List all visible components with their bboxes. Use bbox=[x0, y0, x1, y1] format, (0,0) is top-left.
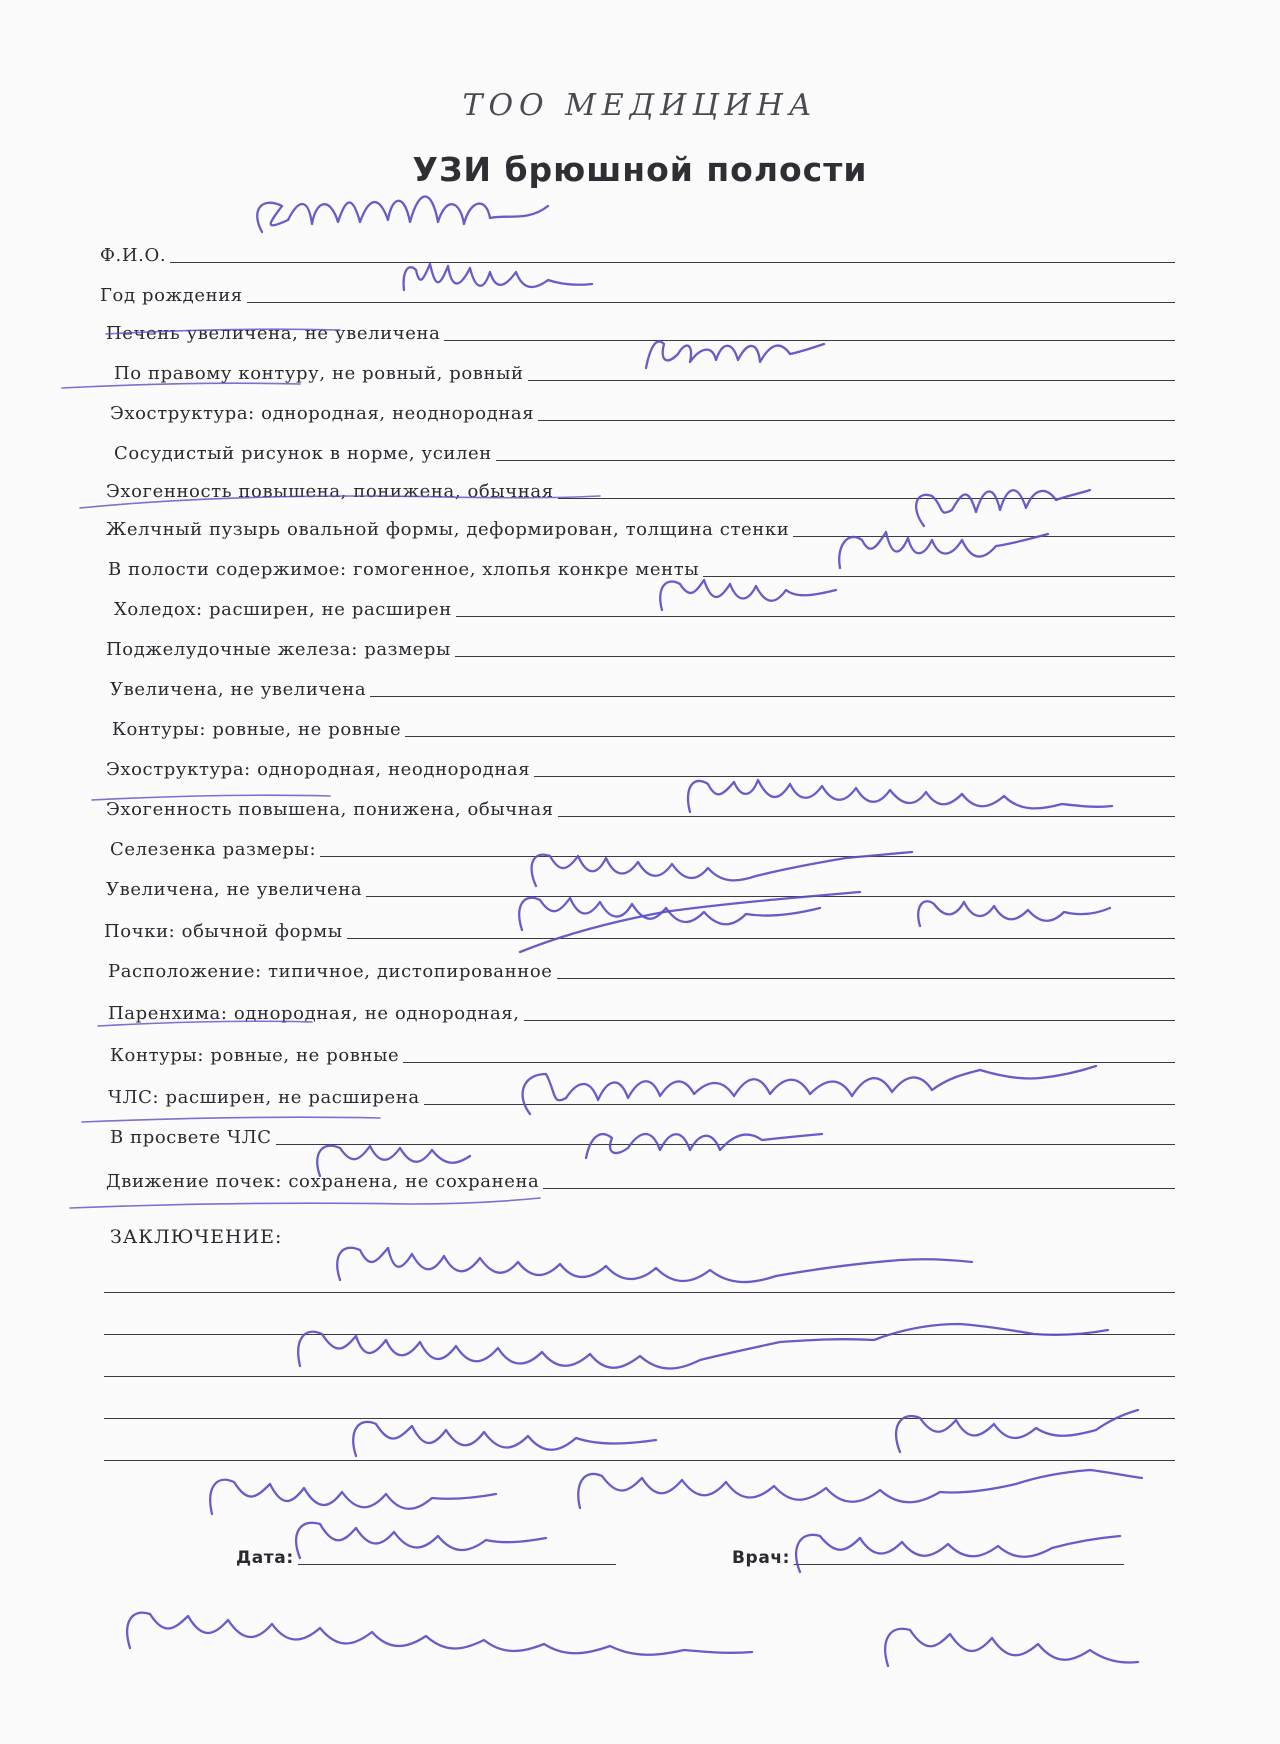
fill-line bbox=[247, 302, 1175, 303]
conclusion-line bbox=[104, 1460, 1175, 1461]
field-label: Холедох: расширен, не расширен bbox=[114, 599, 452, 620]
field-label: Увеличена, не увеличена bbox=[106, 879, 363, 900]
field-label: Увеличена, не увеличена bbox=[110, 679, 367, 700]
fill-line bbox=[793, 536, 1175, 537]
handwritten-conclusion bbox=[127, 1613, 752, 1655]
field-kidneys-contour bbox=[110, 1038, 1175, 1066]
conclusion-line bbox=[104, 1376, 1175, 1377]
handwritten-name bbox=[257, 196, 548, 232]
fill-line bbox=[703, 576, 1175, 577]
field-pancreas-contour bbox=[112, 712, 1175, 740]
field-gallbladder bbox=[106, 512, 1175, 540]
form-title: УЗИ брюшной полости bbox=[412, 150, 868, 189]
field-label: Эхогенность повышена, понижена, обычная bbox=[106, 481, 554, 502]
fill-line bbox=[455, 656, 1175, 657]
fill-line bbox=[543, 1188, 1175, 1189]
conclusion-line bbox=[104, 1334, 1175, 1335]
field-parenchyma bbox=[108, 996, 1175, 1024]
date-label: Дата: bbox=[236, 1548, 294, 1568]
handwritten-underline bbox=[70, 1198, 540, 1208]
field-label: Год рождения bbox=[100, 285, 243, 306]
field-liver-echostructure bbox=[110, 396, 1175, 424]
field-birth-year bbox=[100, 278, 1175, 306]
date-field bbox=[236, 1540, 616, 1568]
field-label: Ф.И.О. bbox=[100, 245, 167, 266]
field-liver-contour bbox=[114, 356, 1175, 384]
fill-line bbox=[444, 340, 1175, 341]
fill-line bbox=[794, 1564, 1124, 1565]
field-spleen-enlarged bbox=[106, 872, 1175, 900]
field-label: В просвете ЧЛС bbox=[110, 1127, 272, 1148]
field-pancreas-echogenicity bbox=[106, 792, 1175, 820]
fill-line bbox=[534, 776, 1175, 777]
field-label: Эхоструктура: однородная, неоднородная bbox=[106, 759, 531, 780]
field-label: Желчный пузырь овальной формы, деформирован, толщина стенки bbox=[106, 519, 790, 540]
handwritten-conclusion bbox=[337, 1248, 972, 1282]
field-label: Контуры: ровные, не ровные bbox=[110, 1045, 400, 1066]
field-choledochus bbox=[114, 592, 1175, 620]
field-kidney-mobility bbox=[106, 1164, 1175, 1192]
fill-line bbox=[528, 380, 1175, 381]
field-label: Почки: обычной формы bbox=[104, 921, 343, 942]
handwritten-conclusion bbox=[298, 1324, 1108, 1369]
handwritten-conclusion bbox=[578, 1470, 1142, 1508]
field-label: Селезенка размеры: bbox=[110, 839, 317, 860]
fill-line bbox=[366, 896, 1175, 897]
handwritten-conclusion bbox=[210, 1480, 496, 1514]
fill-line bbox=[405, 736, 1175, 737]
handwritten-conclusion bbox=[353, 1422, 656, 1456]
field-label: Эхоструктура: однородная, неоднородная bbox=[110, 403, 535, 424]
doctor-field bbox=[732, 1540, 1124, 1568]
conclusion-line bbox=[104, 1418, 1175, 1419]
fill-line bbox=[496, 460, 1175, 461]
field-label: Расположение: типичное, дистопированное bbox=[108, 961, 553, 982]
fill-line bbox=[320, 856, 1175, 857]
fill-line bbox=[558, 498, 1175, 499]
field-pancreas-enlarged bbox=[110, 672, 1175, 700]
field-label: Эхогенность повышена, понижена, обычная bbox=[106, 799, 554, 820]
field-label: Контуры: ровные, не ровные bbox=[112, 719, 402, 740]
doctor-label: Врач: bbox=[732, 1548, 791, 1568]
fill-line bbox=[558, 816, 1175, 817]
fill-line bbox=[276, 1144, 1175, 1145]
field-liver-echogenicity bbox=[106, 474, 1175, 502]
fill-line bbox=[298, 1564, 616, 1565]
field-pcs-lumen bbox=[110, 1120, 1175, 1148]
field-kidneys-shape bbox=[104, 914, 1175, 942]
field-label: ЧЛС: расширен, не расширена bbox=[108, 1087, 420, 1108]
field-pcs bbox=[108, 1080, 1175, 1108]
conclusion-label: ЗАКЛЮЧЕНИЕ: bbox=[110, 1226, 283, 1248]
fill-line bbox=[403, 1062, 1175, 1063]
conclusion-line bbox=[104, 1292, 1175, 1293]
fill-line bbox=[456, 616, 1175, 617]
fill-line bbox=[370, 696, 1175, 697]
field-label: Печень увеличена, не увеличена bbox=[106, 323, 441, 344]
fill-line bbox=[347, 938, 1175, 939]
field-kidneys-location bbox=[108, 954, 1175, 982]
field-label: Сосудистый рисунок в норме, усилен bbox=[114, 443, 492, 464]
fill-line bbox=[557, 978, 1175, 979]
field-label: Движение почек: сохранена, не сохранена bbox=[106, 1171, 540, 1192]
field-pancreas-echostructure bbox=[106, 752, 1175, 780]
field-gallbladder-contents bbox=[108, 552, 1175, 580]
handwritten-conclusion bbox=[896, 1410, 1138, 1452]
handwritten-conclusion bbox=[885, 1629, 1138, 1666]
field-pancreas-size bbox=[106, 632, 1175, 660]
field-label: По правому контуру, не ровный, ровный bbox=[114, 363, 524, 384]
fill-line bbox=[538, 420, 1175, 421]
field-label: Поджелудочные железа: размеры bbox=[106, 639, 451, 660]
field-spleen-size bbox=[110, 832, 1175, 860]
field-vascular-pattern bbox=[114, 436, 1175, 464]
field-liver-size bbox=[106, 316, 1175, 344]
fill-line bbox=[170, 262, 1175, 263]
field-label: В полости содержимое: гомогенное, хлопья конкре менты bbox=[108, 559, 700, 580]
fill-line bbox=[524, 1020, 1175, 1021]
field-fio bbox=[100, 238, 1175, 266]
field-label: Паренхима: однородная, не однородная, bbox=[108, 1003, 520, 1024]
clinic-name: ТОО МЕДИЦИНА bbox=[462, 88, 818, 123]
fill-line bbox=[424, 1104, 1175, 1105]
